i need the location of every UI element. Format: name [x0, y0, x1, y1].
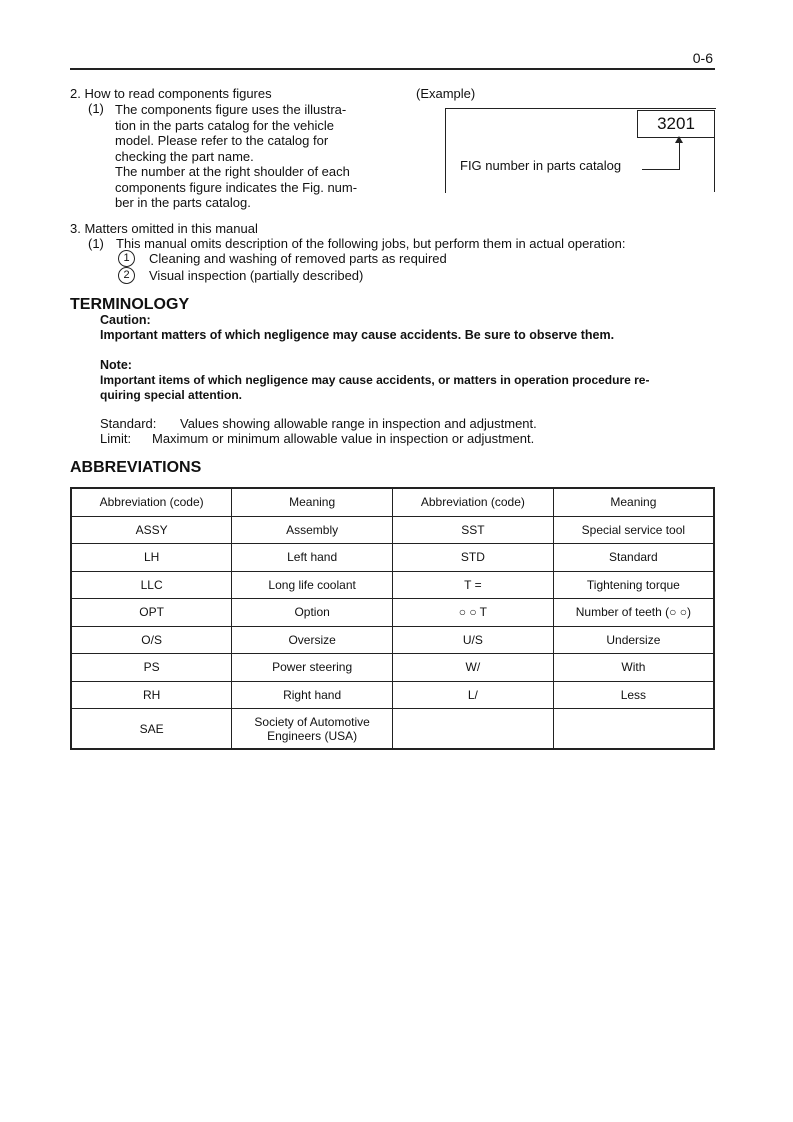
meaning-cell: Number of teeth (○ ○) [553, 599, 714, 627]
section3-title: 3. Matters omitted in this manual [70, 221, 258, 236]
fig-number-box: 3201 [637, 110, 715, 138]
table-row [71, 544, 714, 572]
page-number: 0-6 [692, 50, 713, 66]
section2-line: The components figure uses the illustra- [115, 102, 347, 117]
table-row [71, 626, 714, 654]
meaning-cell: Oversize [232, 626, 393, 654]
abbr-cell [393, 709, 554, 750]
abbr-cell: RH [71, 681, 232, 709]
section2-line: tion in the parts catalog for the vehicle [115, 117, 334, 133]
arrow-up-icon [675, 136, 683, 143]
abbr-cell: O/S [71, 626, 232, 654]
section2-line: The number at the right shoulder of each [115, 164, 350, 179]
section2-line: components figure indicates the Fig. num- [115, 179, 358, 195]
meaning-cell: Standard [553, 544, 714, 572]
abbr-cell: T = [393, 571, 554, 599]
meaning-cell: Special service tool [553, 516, 714, 544]
section2-title: 2. How to read components figures [70, 86, 272, 101]
abbreviations-heading: ABBREVIATIONS [70, 459, 202, 476]
column-header: Meaning [553, 488, 714, 516]
note-text-line1: Important items of which negligence may cause accidents, or matters in operation procedure re- [100, 373, 650, 387]
table-row [71, 709, 714, 750]
abbr-cell: U/S [393, 626, 554, 654]
terminology-heading: TERMINOLOGY [70, 296, 190, 313]
meaning-cell: Less [553, 681, 714, 709]
meaning-cell: With [553, 654, 714, 682]
note-label: Note: [100, 358, 132, 372]
meaning-line: Society of Automotive [254, 714, 370, 729]
table-row [71, 516, 714, 544]
standard-text: Values showing allowable range in inspection and adjustment. [180, 416, 537, 431]
abbr-cell: SAE [71, 709, 232, 750]
circled-number-2: 2 [118, 267, 135, 284]
column-header: Abbreviation (code) [71, 488, 232, 516]
limit-label: Limit: [100, 431, 132, 446]
standard-label: Standard: [100, 416, 157, 431]
section2-line: model. Please refer to the catalog for [115, 133, 329, 148]
limit-text: Maximum or minimum allowable value in inspection or adjustment. [152, 431, 535, 446]
abbr-cell: SST [393, 516, 554, 544]
example-caption: FIG number in parts catalog [460, 158, 622, 173]
column-header: Meaning [232, 488, 393, 516]
abbr-cell: W/ [393, 654, 554, 682]
circled-number-1: 1 [118, 250, 135, 267]
abbr-cell: PS [71, 654, 232, 682]
abbreviations-table [70, 487, 715, 750]
abbr-cell: ○ ○ T [393, 599, 554, 627]
meaning-cell: Long life coolant [232, 571, 393, 599]
section2-paragraph [115, 102, 385, 211]
section3-item-number: (1) [88, 236, 104, 251]
section3-intro: This manual omits description of the following jobs, but perform them in actual operation: [116, 236, 626, 251]
section3-item-1: Cleaning and washing of removed parts as required [149, 251, 447, 266]
meaning-cell: Option [232, 599, 393, 627]
abbr-cell: STD [393, 544, 554, 572]
example-label: (Example) [416, 86, 476, 101]
leader-line-horizontal [642, 169, 679, 170]
meaning-line: Engineers (USA) [267, 728, 358, 743]
meaning-cell: Undersize [553, 626, 714, 654]
meaning-cell: Power steering [232, 654, 393, 682]
table-row [71, 599, 714, 627]
example-frame-right [714, 136, 715, 192]
table-header-row [71, 488, 714, 516]
meaning-cell [553, 709, 714, 750]
meaning-cell: Tightening torque [553, 571, 714, 599]
caution-text: Important matters of which negligence may cause accidents. Be sure to observe them. [100, 328, 615, 342]
meaning-cell: Assembly [232, 516, 393, 544]
leader-line-vertical [679, 142, 680, 170]
column-header: Abbreviation (code) [393, 488, 554, 516]
meaning-cell [232, 709, 393, 750]
section2-line: checking the part name. [115, 148, 254, 164]
section2-line: ber in the parts catalog. [115, 195, 251, 210]
abbr-cell: ASSY [71, 516, 232, 544]
abbr-cell: LH [71, 544, 232, 572]
abbr-cell: LLC [71, 571, 232, 599]
abbr-cell: L/ [393, 681, 554, 709]
caution-label: Caution: [100, 313, 151, 327]
meaning-cell: Left hand [232, 544, 393, 572]
table-row [71, 654, 714, 682]
meaning-cell: Right hand [232, 681, 393, 709]
table-row [71, 571, 714, 599]
header-rule [70, 68, 715, 70]
section2-item-number: (1) [88, 101, 104, 116]
note-text-line2: quiring special attention. [100, 388, 243, 402]
table-row [71, 681, 714, 709]
abbr-cell: OPT [71, 599, 232, 627]
section3-item-2: Visual inspection (partially described) [149, 268, 364, 283]
